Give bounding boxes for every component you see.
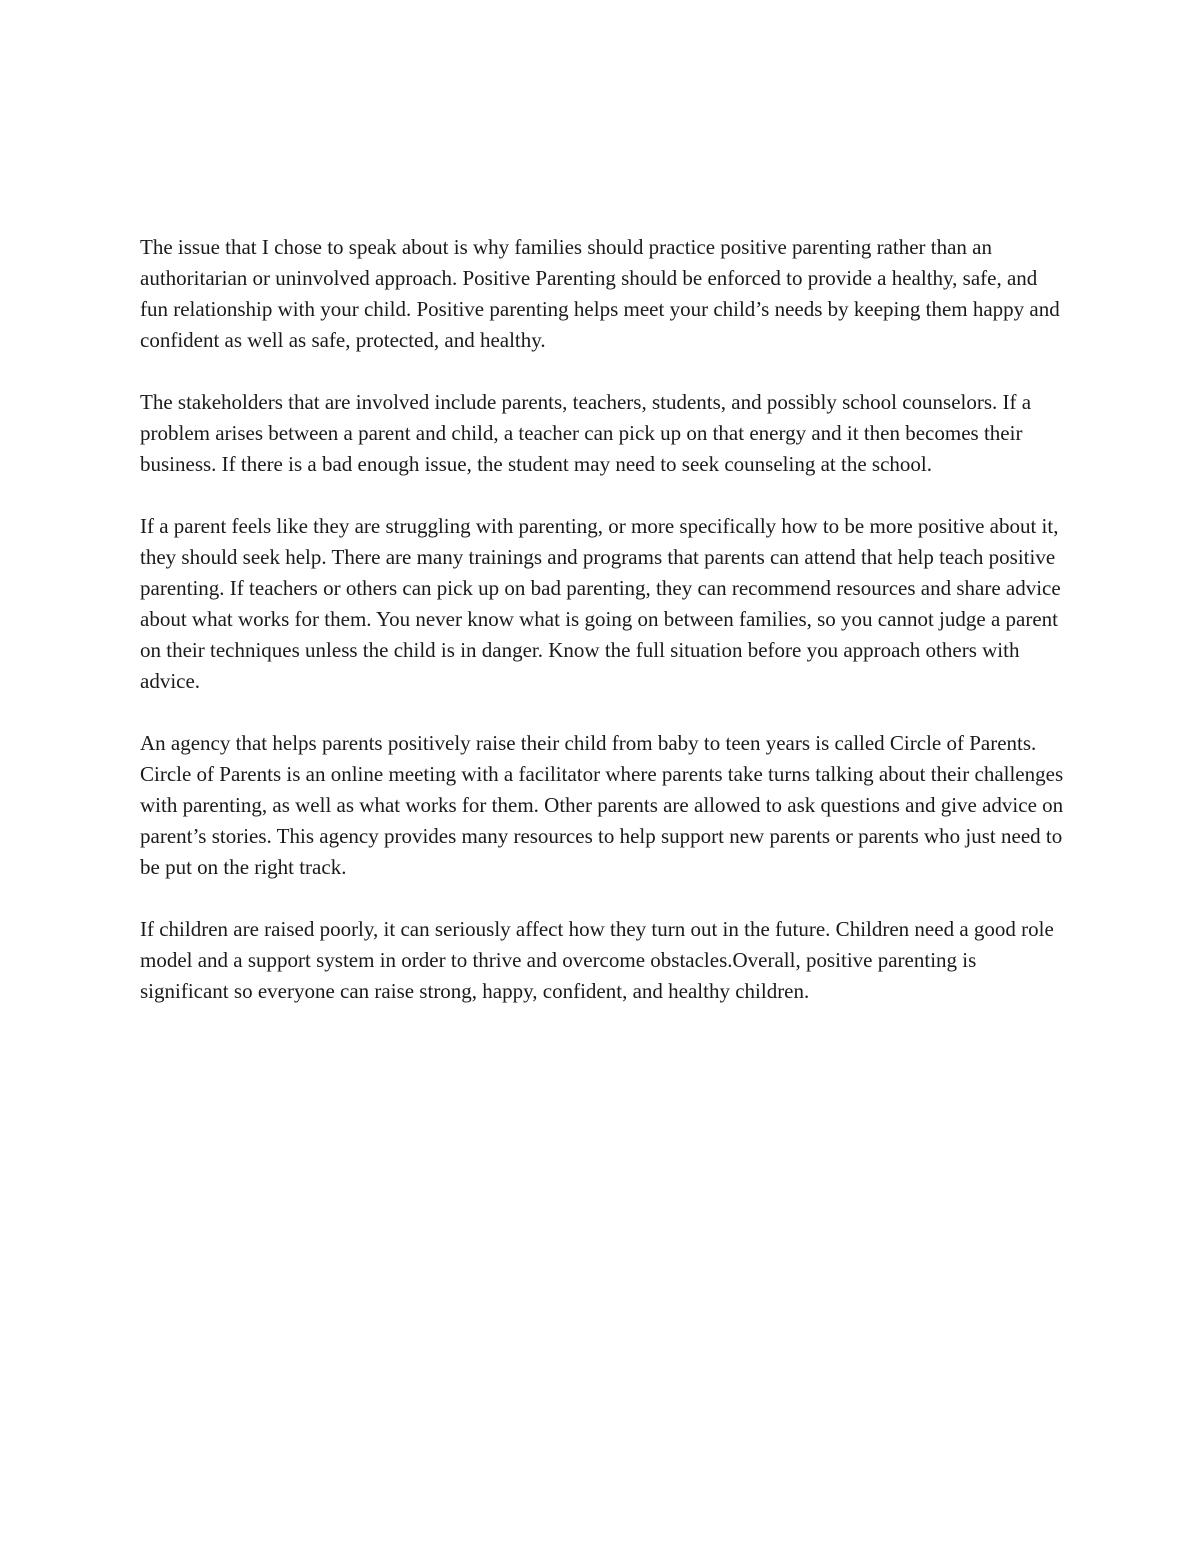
paragraph-circle-of-parents: An agency that helps parents positively raise their child from baby to teen years is called Circle of Parents. Circle of Parents is an online meeting with a facilitator where parents take turns talking about their challenges with parenting, as well as what works for them. Other parents are allowed to ask questions and give advice on parent’s stories. This agency provides many resources to help support new parents or parents who just need to be put on the right track. <box>140 731 1064 879</box>
document-body <box>140 232 1070 1007</box>
paragraph-seeking-help: If a parent feels like they are struggling with parenting, or more specifically how to be more positive about it, they should seek help. There are many trainings and programs that parents can attend that help teach positive parenting. If teachers or others can pick up on bad parenting, they can recommend resources and share advice about what works for them. You never know what is going on between families, so you cannot judge a parent on their techniques unless the child is in danger. Know the full situation before you approach others with advice. <box>140 514 1061 693</box>
paragraph-stakeholders: The stakeholders that are involved include parents, teachers, students, and possibly school counselors. If a problem arises between a parent and child, a teacher can pick up on that energy and it then becomes their business. If there is a bad enough issue, the student may need to seek counseling at the school. <box>140 390 1032 476</box>
paragraph-conclusion: If children are raised poorly, it can seriously affect how they turn out in the future. Children need a good role model and a support system in order to thrive and overcome obstacles.Overall, positive parenting is significant so everyone can raise strong, happy, confident, and healthy children. <box>140 917 1054 1003</box>
paragraph-positive-parenting-issue: The issue that I chose to speak about is why families should practice positive parenting rather than an authoritarian or uninvolved approach. Positive Parenting should be enforced to provide a healthy, safe, and fun relationship with your child. Positive parenting helps meet your child’s needs by keeping them happy and confident as well as safe, protected, and healthy. <box>140 235 1060 352</box>
